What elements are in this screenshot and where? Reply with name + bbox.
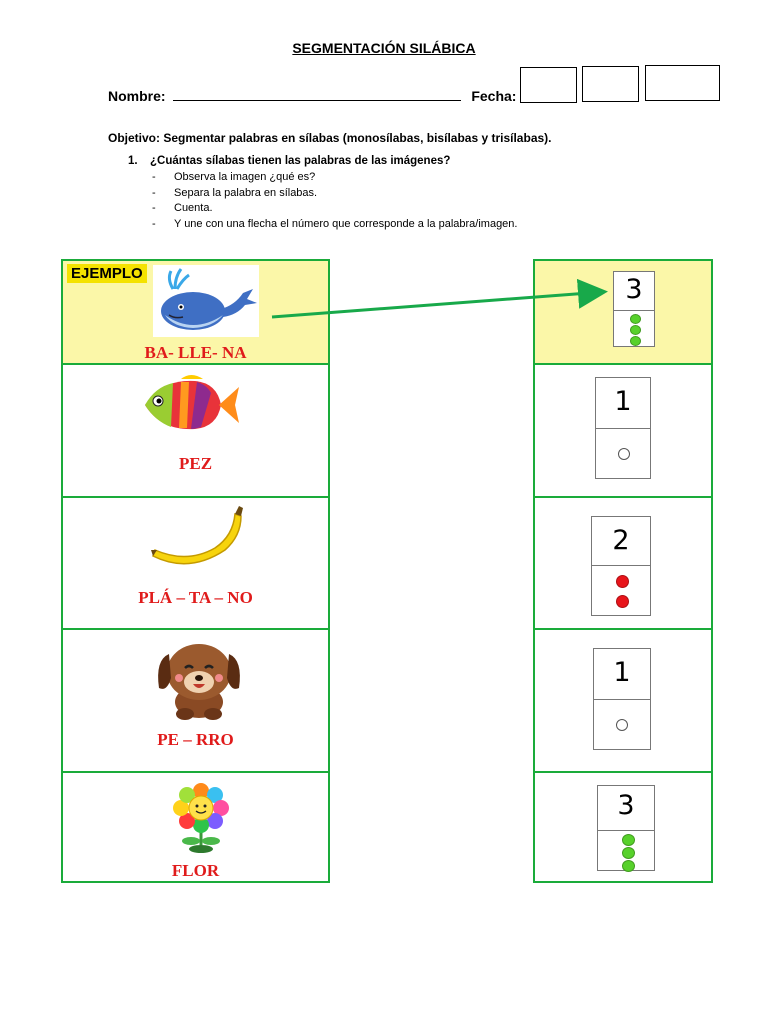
word-row-fish[interactable] <box>63 365 328 498</box>
date-month-box[interactable] <box>582 66 639 102</box>
syllable-dot <box>622 860 635 872</box>
syllable-dot <box>622 834 635 846</box>
number-row[interactable] <box>535 365 711 498</box>
count-digit: 3 <box>617 790 635 821</box>
question-1 <box>128 155 450 167</box>
word-label: FLOR <box>171 861 220 880</box>
syllable-dot <box>618 448 630 460</box>
word-label: BA- LLE- NA <box>144 343 247 362</box>
whale-icon <box>153 265 259 337</box>
fish-icon <box>141 373 241 437</box>
count-digit: 1 <box>614 386 632 417</box>
number-row[interactable] <box>535 498 711 630</box>
word-row-dog[interactable] <box>63 630 328 773</box>
flower-icon <box>155 781 247 853</box>
numbers-table <box>533 259 713 883</box>
count-card[interactable] <box>591 516 651 616</box>
syllable-dot <box>616 719 628 731</box>
date-label: Fecha: <box>471 88 517 104</box>
banana-icon <box>149 506 253 570</box>
date-day-box[interactable] <box>520 67 577 103</box>
name-blank-line[interactable] <box>173 88 461 101</box>
name-label: Nombre: <box>108 88 166 104</box>
number-row[interactable] <box>535 773 711 881</box>
number-row[interactable] <box>535 261 711 365</box>
count-digit: 2 <box>612 525 630 556</box>
count-card[interactable] <box>613 271 655 347</box>
pictures-table <box>61 259 330 883</box>
word-row-whale[interactable] <box>63 261 328 365</box>
count-digit: 1 <box>613 657 631 688</box>
question-number: 1. <box>128 155 138 167</box>
word-label: PEZ <box>178 454 213 473</box>
syllable-dot <box>622 847 635 859</box>
word-row-banana[interactable] <box>63 498 328 630</box>
step-item: - Observa la imagen ¿qué es? <box>152 171 316 183</box>
syllable-dot <box>630 336 641 346</box>
count-card[interactable] <box>597 785 655 871</box>
objective-text: Objetivo: Segmentar palabras en sílabas (monosílabas, bisílabas y trisílabas). <box>108 131 552 145</box>
dog-icon <box>151 636 247 720</box>
word-label: PLÁ – TA – NO <box>138 588 253 607</box>
date-year-box[interactable] <box>645 65 720 101</box>
word-label: PE – RRO <box>157 730 234 749</box>
count-digit: 3 <box>625 274 643 305</box>
syllable-dot <box>630 325 641 335</box>
word-row-flower[interactable] <box>63 773 328 881</box>
question-text: ¿Cuántas sílabas tienen las palabras de las imágenes? <box>150 155 451 167</box>
step-item: - Y une con una flecha el número que corresponde a la palabra/imagen. <box>152 217 518 230</box>
syllable-dot <box>616 575 629 588</box>
page-title: SEGMENTACIÓN SILÁBICA <box>292 40 476 56</box>
count-card[interactable] <box>595 377 651 479</box>
example-badge: EJEMPLO <box>67 264 147 283</box>
syllable-dot <box>630 314 641 324</box>
count-card[interactable] <box>593 648 651 750</box>
instruction-steps <box>152 171 517 233</box>
syllable-dot <box>616 595 629 608</box>
name-date-line <box>108 88 516 104</box>
step-item: - Cuenta. <box>152 202 213 214</box>
step-item: - Separa la palabra en sílabas. <box>152 186 318 199</box>
number-row[interactable] <box>535 630 711 773</box>
